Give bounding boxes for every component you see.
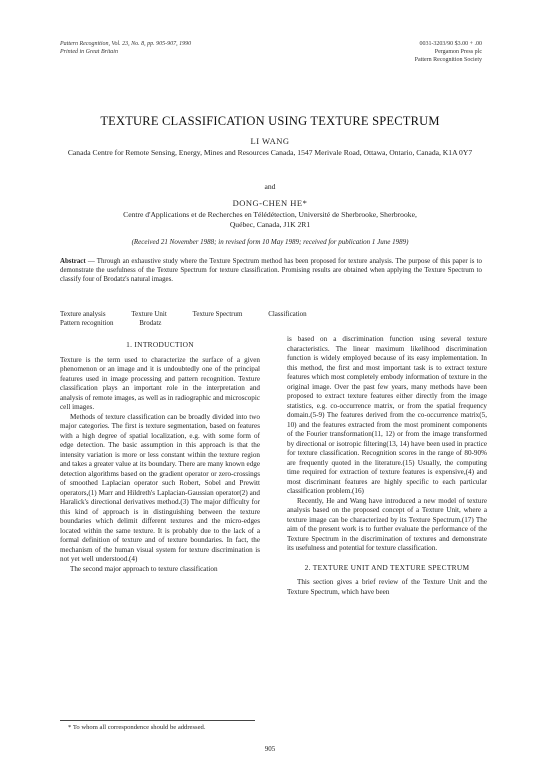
keyword: Texture Unit (131, 310, 167, 318)
page-number: 905 (264, 745, 276, 753)
author-affiliation: Canada Centre for Remote Sensing, Energy, Mines and Resources Canada, 1547 Merivale Road, Ottawa, Ontario, Canada, K1A 0Y7 (67, 148, 473, 157)
publisher-name: Pergamon Press plc (434, 49, 482, 55)
abstract-text: — Through an exhaustive study where the Texture Spectrum method has been proposed for texture analysis. The purpose of this paper is to demonstrate the usefulness of the Texture Spectrum for texture classification. Promising results are obtained when applying the Texture Spectrum to classify four of Brodatz's natural images. (60, 258, 482, 283)
author-affiliation (60, 210, 480, 230)
body-paragraph: This section gives a brief review of the Texture Unit and the Texture Spectrum, which have been (287, 578, 487, 596)
issn-price: 0031-3203/90 $3.00 + .00 (419, 41, 482, 47)
publisher-header (415, 40, 482, 64)
body-paragraph: Recently, He and Wang have introduced a new model of texture analysis based on the proposed concept of a Texture Unit, where a texture image can be characterized by its Texture Spectrum.(17) The aim of the present work is to further evaluate the performance of the Texture Spectrum in the discrimination of textures and demonstrate its usefulness and potential for texture classification. (287, 496, 487, 552)
abstract (60, 258, 482, 284)
received-dates: (Received 21 November 1988; in revised form 10 May 1989; received for publication 1 June 1989) (131, 238, 409, 246)
author-name: LI WANG (250, 136, 290, 146)
keyword: Pattern recognition (60, 319, 114, 327)
body-paragraph: The second major approach to texture classification (70, 564, 218, 573)
body-paragraph: Texture is the term used to characterize the surface of a given phenomenon or an image and it is undoubtedly one of the principal features used in image processing and pattern recognition. Texture classification plays an important role in the interpretation and analysis of remote images, as well as in radiographic and microscopic cell images. (60, 355, 260, 411)
journal-header (60, 40, 191, 56)
keyword: Texture analysis (60, 310, 106, 318)
affiliation-line: Centre d'Applications et de Recherches en Télédétection, Université de Sherbrooke, Sherbrooke, (123, 210, 417, 219)
body-paragraph: is based on a discrimination function using several texture characteristics. The linear maximum likelihood discrimination function is widely employed because of its easy implementation. In this method, the first and most important task is to extract texture features which most completely embody information of texture in the original image. Over the past few years, many methods have been proposed to extract texture features either directly from the image statistics, e.g. co-occurrence matrix, or from the spatial frequency domain.(5-9) The features derived from the co-occurrence matrix(5, 10) and the features extracted from the most prominent components of the Fourier transformation(11, 12) or from the image transformed by directional or isotropic filtering(13, 14) have been used in practice for texture classification. Recognition scores in the range of 80-90% are frequently quoted in the literature.(15) Usually, the computing time required for extraction of texture features is expensive,(4) and most discriminant features are highly specific to each particular classification problem.(16) (287, 335, 487, 495)
journal-citation: Pattern Recognition, Vol. 23, No. 8, pp. 905-907, 1990 (60, 41, 192, 47)
footnote-rule (60, 720, 255, 721)
abstract-label: Abstract (60, 258, 86, 265)
section-heading: 2. TEXTURE UNIT AND TEXTURE SPECTRUM (304, 562, 470, 572)
and-separator: and (264, 182, 276, 191)
body-paragraph: Methods of texture classification can be broadly divided into two major categories. The first is texture segmentation, based on features with a high degree of spatial localization, e.g. with some form of edge detection. The basic assumption in this approach is that the intensity variation is more or less constant within the texture region and takes a greater value at its boundary. There are many known edge detection algorithms based on the gradient operator or zero-crossings of smoothed Laplacian operator such Robert, Sobel and Prewitt operators,(1) Marr and Hildreth's Laplacian-Gaussian operator(2) and Haralick's directional derivatives method.(3) The major difficulty for this kind of approach is in distinguishing between the texture boundaries which delimit different textures and the micro-edges located within the same texture. It is probably due to the lack of a formal definition of texture and of texture boundaries. In fact, the mechanism of the human visual system for texture discrimination is not yet well understood.(4) (60, 412, 260, 563)
left-column (60, 340, 260, 574)
keyword: Brodatz (139, 319, 162, 327)
paper-title: TEXTURE CLASSIFICATION USING TEXTURE SPECTRUM (100, 114, 440, 128)
author-name: DONG-CHEN HE* (232, 198, 308, 208)
right-column (287, 335, 487, 597)
keyword: Texture Spectrum (192, 310, 243, 318)
affiliation-line: Québec, Canada, J1K 2R1 (229, 220, 311, 229)
printed-in: Printed in Great Britain (60, 49, 118, 55)
keyword: Classification (268, 310, 307, 318)
footnote: * To whom all correspondence should be addressed. (68, 724, 206, 731)
society-name: Pattern Recognition Society (414, 57, 482, 63)
section-heading: 1. INTRODUCTION (126, 340, 194, 349)
keywords (60, 310, 420, 328)
